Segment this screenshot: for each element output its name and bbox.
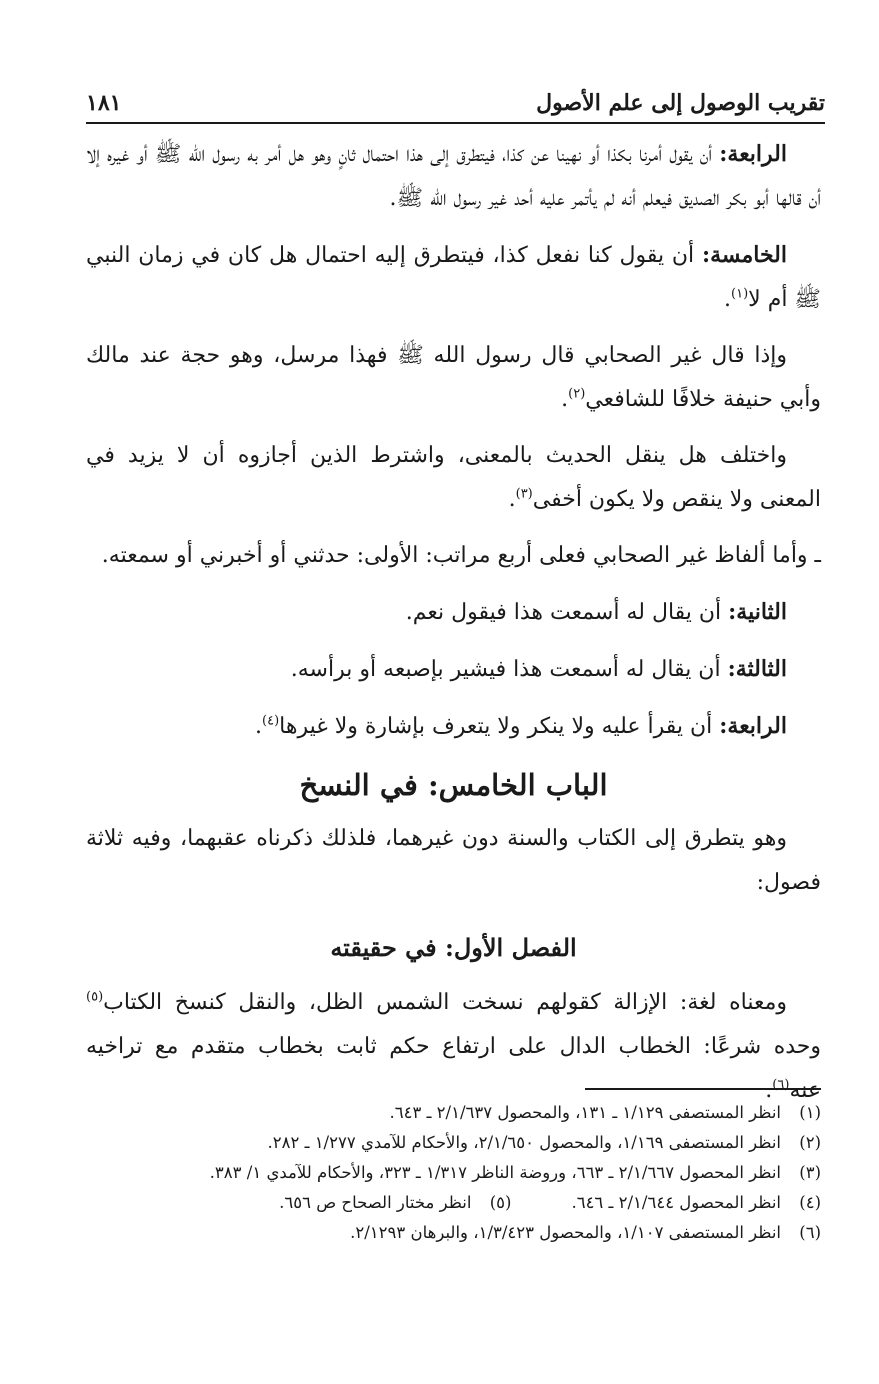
paragraph-text: وهو يتطرق إلى الكتاب والسنة دون غيرهما، فلذلك ذكرناه عقبهما، وفيه ثلاثة فصول:: [86, 826, 821, 895]
footnote-ref: (٦): [772, 1077, 790, 1093]
paragraph-intro-naskh: [86, 817, 821, 905]
item-end: .: [255, 714, 262, 739]
paragraph-khamisah: [86, 233, 821, 322]
list-item-rabiah: [86, 704, 821, 749]
item-label: الرابعة:: [719, 713, 787, 739]
footnote-text: انظر المحصول ٢/١/٦٤٤ ـ ٦٤٦.: [571, 1193, 781, 1212]
page-number: ١٨١: [86, 90, 122, 116]
paragraph-text: أن يقول أمرنا بكذا أو نهينا عن كذا، فيتطرق إلى هذا احتمال ثانٍ وهو هل أمر به رسول الله ﷺ أو غيره إلا أن قالها أبو بكر الصديق فيعلم أنه لم يأتمر عليه أحد غير رسول الله ﷺ.: [86, 142, 821, 211]
paragraph-maratib: [86, 534, 821, 578]
paragraph-text: وحده شرعًا: الخطاب الدال على ارتفاع حكم ثابت بخطاب متقدم مع تراخيه عنه: [86, 1034, 821, 1103]
footnote-text: انظر المحصول ٢/١/٦٦٧ ـ ٦٦٣، وروضة الناظر ١/٣١٧ ـ ٣٢٣، والأحكام للآمدي ١/ ٣٨٣.: [209, 1163, 781, 1182]
running-header: [86, 84, 825, 124]
footnote-text: انظر المستصفى ١/١٠٧، والمحصول ١/٣/٤٢٣، والبرهان ٢/١٢٩٣.: [350, 1223, 781, 1242]
footnote-text: انظر المستصفى ١/١٢٩ ـ ١٣١، والمحصول ٢/١/٦٣٧ ـ ٦٤٣.: [389, 1103, 781, 1122]
paragraph-end: .: [561, 387, 569, 412]
footnote-ref: (٢): [568, 386, 586, 402]
footnote-number: (٤): [799, 1193, 821, 1212]
chapter-heading: الباب الخامس: في النسخ: [299, 768, 608, 802]
footnote: [60, 1128, 821, 1158]
footnote: [279, 1188, 511, 1218]
paragraph-text: واختلف هل ينقل الحديث بالمعنى، واشترط الذين أجازوه أن لا يزيد في المعنى ولا ينقص ولا يكون أخفى: [86, 443, 821, 512]
paragraph-label: الرابعة:: [719, 141, 787, 167]
footnote: [571, 1188, 821, 1218]
paragraph-end: .: [724, 287, 732, 312]
footnote-separator: [585, 1088, 821, 1090]
book-title: تقريب الوصول إلى علم الأصول: [536, 90, 825, 116]
footnote-number: (٢): [799, 1133, 821, 1152]
paragraph-end: .: [508, 487, 516, 512]
paragraph-text: ومعناه لغة: الإزالة كقولهم نسخت الشمس الظل، والنقل كنسخ الكتاب: [103, 990, 787, 1015]
footnote: [60, 1158, 821, 1188]
paragraph-text: أن يقول كنا نفعل كذا، فيتطرق إليه احتمال هل كان في زمان النبي ﷺ أم لا: [86, 243, 821, 312]
footnote: [60, 1098, 821, 1128]
item-text: أن يقرأ عليه ولا ينكر ولا يتعرف بإشارة ولا غيرها: [279, 714, 720, 739]
item-label: الثانية:: [728, 599, 787, 625]
footnote-ref: (٤): [262, 713, 280, 729]
list-item-thalithah: [86, 647, 821, 692]
item-text: أن يقال له أسمعت هذا فيقول نعم.: [405, 600, 729, 625]
paragraph-label: الخامسة:: [701, 242, 787, 268]
footnote-number: (٥): [489, 1193, 512, 1212]
paragraph-text: ـ وأما ألفاظ غير الصحابي فعلى أربع مراتب: الأولى: حدثني أو أخبرني أو سمعته.: [101, 543, 821, 568]
paragraph-rabiah: [86, 132, 821, 221]
main-text: [86, 132, 821, 1125]
footnote-row: [60, 1188, 821, 1218]
footnote-ref: (٥): [86, 989, 104, 1005]
paragraph-text: وإذا قال غير الصحابي قال رسول الله ﷺ فهذا مرسل، وهو حجة عند مالك وأبي حنيفة خلافًا للشافعي: [86, 343, 821, 412]
item-text: أن يقال له أسمعت هذا فيشير بإصبعه أو برأسه.: [290, 657, 728, 682]
footnote-text: انظر المستصفى ١/١٦٩، والمحصول ٢/١/٦٥٠، والأحكام للآمدي ١/٢٧٧ ـ ٢٨٢.: [267, 1133, 781, 1152]
item-label: الثالثة:: [727, 656, 787, 682]
paragraph-riwayah-bil-mana: [86, 434, 821, 522]
list-item-thaniyah: [86, 590, 821, 635]
footnote-ref: (٣): [515, 486, 533, 502]
footnote-number: (٦): [799, 1223, 821, 1242]
section-heading: الفصل الأول: في حقيقته: [330, 933, 577, 962]
footnote-number: (٣): [799, 1163, 821, 1182]
paragraph-definition: [86, 981, 821, 1113]
footnote: [60, 1218, 821, 1248]
footnote-number: (١): [799, 1103, 821, 1122]
footnote-ref: (١): [731, 286, 749, 302]
paragraph-mursal: [86, 334, 821, 422]
paragraph-end: .: [765, 1078, 773, 1103]
footnote-text: انظر مختار الصحاح ص ٦٥٦.: [279, 1193, 472, 1212]
footnotes: [60, 1098, 821, 1248]
